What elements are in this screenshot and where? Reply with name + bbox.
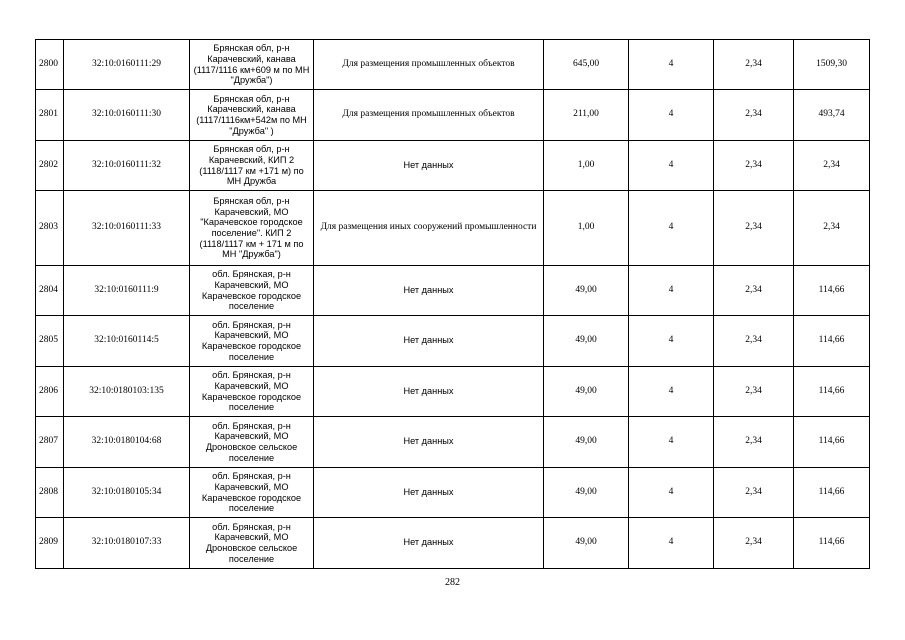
land-use-cell: Для размещения промышленных объектов bbox=[314, 40, 544, 90]
cadastral-number-cell: 32:10:0180107:33 bbox=[64, 518, 190, 569]
total-cell: 114,66 bbox=[794, 316, 870, 367]
rate-cell: 2,34 bbox=[714, 90, 794, 141]
address-cell: Брянская обл, р-н Карачевский, канава (1117/1116км+542м по МН "Дружба" ) bbox=[190, 90, 314, 141]
area-cell: 49,00 bbox=[544, 518, 629, 569]
address-cell: обл. Брянская, р-н Карачевский, МО Карачевское городское поселение bbox=[190, 367, 314, 417]
land-use-cell: Нет данных bbox=[314, 518, 544, 569]
total-cell: 114,66 bbox=[794, 518, 870, 569]
row-number-cell: 2804 bbox=[36, 266, 64, 316]
area-cell: 49,00 bbox=[544, 417, 629, 468]
category-cell: 4 bbox=[629, 90, 714, 141]
address-cell: Брянская обл, р-н Карачевский, КИП 2 (1118/1117 км +171 м) по МН Дружба bbox=[190, 141, 314, 191]
total-cell: 2,34 bbox=[794, 141, 870, 191]
address-cell: обл. Брянская, р-н Карачевский, МО Дроновское сельское поселение bbox=[190, 417, 314, 468]
rate-cell: 2,34 bbox=[714, 468, 794, 518]
row-number-cell: 2808 bbox=[36, 468, 64, 518]
cadastral-number-cell: 32:10:0160111:33 bbox=[64, 191, 190, 266]
category-cell: 4 bbox=[629, 367, 714, 417]
land-use-cell: Нет данных bbox=[314, 417, 544, 468]
table-row bbox=[36, 518, 870, 569]
area-cell: 1,00 bbox=[544, 191, 629, 266]
category-cell: 4 bbox=[629, 316, 714, 367]
land-registry-table bbox=[35, 39, 870, 569]
cadastral-number-cell: 32:10:0180104:68 bbox=[64, 417, 190, 468]
row-number-cell: 2806 bbox=[36, 367, 64, 417]
rate-cell: 2,34 bbox=[714, 191, 794, 266]
rate-cell: 2,34 bbox=[714, 417, 794, 468]
table-row bbox=[36, 316, 870, 367]
category-cell: 4 bbox=[629, 518, 714, 569]
total-cell: 1509,30 bbox=[794, 40, 870, 90]
cadastral-number-cell: 32:10:0160111:32 bbox=[64, 141, 190, 191]
area-cell: 645,00 bbox=[544, 40, 629, 90]
page-number: 282 bbox=[445, 577, 460, 588]
rate-cell: 2,34 bbox=[714, 367, 794, 417]
cadastral-number-cell: 32:10:0160114:5 bbox=[64, 316, 190, 367]
cadastral-number-cell: 32:10:0180105:34 bbox=[64, 468, 190, 518]
land-use-cell: Нет данных bbox=[314, 367, 544, 417]
row-number-cell: 2807 bbox=[36, 417, 64, 468]
land-use-cell: Нет данных bbox=[314, 316, 544, 367]
total-cell: 2,34 bbox=[794, 191, 870, 266]
area-cell: 49,00 bbox=[544, 367, 629, 417]
area-cell: 49,00 bbox=[544, 266, 629, 316]
table-row bbox=[36, 417, 870, 468]
address-cell: Брянская обл, р-н Карачевский, канава (1117/1116 км+609 м по МН "Дружба") bbox=[190, 40, 314, 90]
category-cell: 4 bbox=[629, 141, 714, 191]
address-cell: обл. Брянская, р-н Карачевский, МО Карачевское городское поселение bbox=[190, 266, 314, 316]
table-row bbox=[36, 266, 870, 316]
area-cell: 49,00 bbox=[544, 468, 629, 518]
table-row bbox=[36, 90, 870, 141]
row-number-cell: 2802 bbox=[36, 141, 64, 191]
table-row bbox=[36, 367, 870, 417]
cadastral-number-cell: 32:10:0180103:135 bbox=[64, 367, 190, 417]
row-number-cell: 2800 bbox=[36, 40, 64, 90]
cadastral-number-cell: 32:10:0160111:9 bbox=[64, 266, 190, 316]
rate-cell: 2,34 bbox=[714, 141, 794, 191]
row-number-cell: 2805 bbox=[36, 316, 64, 367]
cadastral-number-cell: 32:10:0160111:29 bbox=[64, 40, 190, 90]
table-row bbox=[36, 191, 870, 266]
area-cell: 1,00 bbox=[544, 141, 629, 191]
land-use-cell: Нет данных bbox=[314, 141, 544, 191]
total-cell: 493,74 bbox=[794, 90, 870, 141]
category-cell: 4 bbox=[629, 417, 714, 468]
rate-cell: 2,34 bbox=[714, 40, 794, 90]
rate-cell: 2,34 bbox=[714, 266, 794, 316]
total-cell: 114,66 bbox=[794, 468, 870, 518]
row-number-cell: 2809 bbox=[36, 518, 64, 569]
cadastral-number-cell: 32:10:0160111:30 bbox=[64, 90, 190, 141]
area-cell: 211,00 bbox=[544, 90, 629, 141]
category-cell: 4 bbox=[629, 40, 714, 90]
land-use-cell: Нет данных bbox=[314, 266, 544, 316]
category-cell: 4 bbox=[629, 191, 714, 266]
land-use-cell: Нет данных bbox=[314, 468, 544, 518]
address-cell: Брянская обл, р-н Карачевский, МО "Карачевское городское поселение". КИП 2 (1118/1117 км + 171 м по МН "Дружба") bbox=[190, 191, 314, 266]
address-cell: обл. Брянская, р-н Карачевский, МО Карачевское городское поселение bbox=[190, 316, 314, 367]
address-cell: обл. Брянская, р-н Карачевский, МО Карачевское городское поселение bbox=[190, 468, 314, 518]
land-use-cell: Для размещения промышленных объектов bbox=[314, 90, 544, 141]
total-cell: 114,66 bbox=[794, 266, 870, 316]
rate-cell: 2,34 bbox=[714, 316, 794, 367]
area-cell: 49,00 bbox=[544, 316, 629, 367]
land-use-cell: Для размещения иных сооружений промышленности bbox=[314, 191, 544, 266]
rate-cell: 2,34 bbox=[714, 518, 794, 569]
category-cell: 4 bbox=[629, 468, 714, 518]
total-cell: 114,66 bbox=[794, 417, 870, 468]
total-cell: 114,66 bbox=[794, 367, 870, 417]
row-number-cell: 2803 bbox=[36, 191, 64, 266]
address-cell: обл. Брянская, р-н Карачевский, МО Дроновское сельское поселение bbox=[190, 518, 314, 569]
table-row bbox=[36, 40, 870, 90]
table-row bbox=[36, 141, 870, 191]
category-cell: 4 bbox=[629, 266, 714, 316]
row-number-cell: 2801 bbox=[36, 90, 64, 141]
table-row bbox=[36, 468, 870, 518]
